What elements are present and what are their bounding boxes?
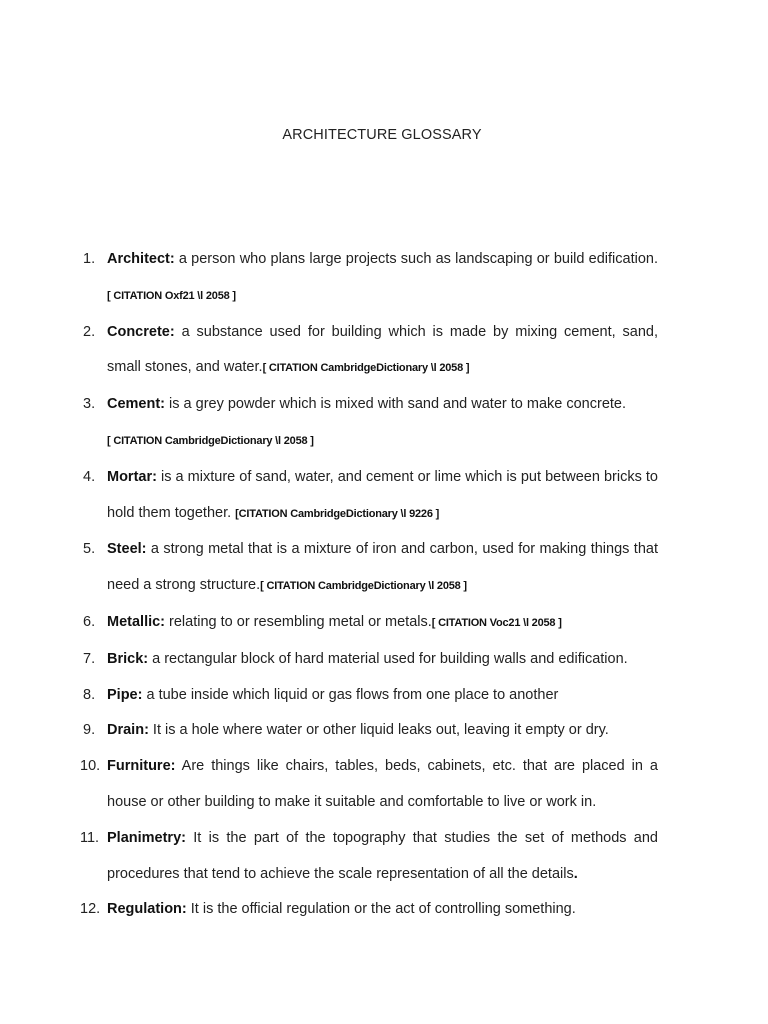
page-title: ARCHITECTURE GLOSSARY [282, 127, 482, 143]
entry-term: Mortar: [107, 468, 157, 485]
entry-number: 1. [83, 251, 96, 267]
glossary-entry-cement [80, 387, 658, 460]
entry-citation: [ CITATION CambridgeDictionary \l 2058 ] [260, 580, 467, 593]
glossary-entry-pipe [80, 678, 658, 714]
entry-definition: is a mixture of sand, water, and cement or lime which is put between bricks to hold them together. [107, 468, 658, 521]
entry-definition: Are things like chairs, tables, beds, cabinets, etc. that are placed in a house or other building to make it suitable and comfortable to live or work in. [107, 758, 658, 810]
entry-term: Regulation: [107, 901, 187, 918]
entry-definition: It is a hole where water or other liquid leaks out, leaving it empty or dry. [148, 722, 609, 739]
glossary-entry-regulation [80, 892, 658, 928]
entry-definition: It is the part of the topography that studies the set of methods and procedures that tend to achieve the scale representation of all the details [107, 829, 658, 882]
entry-definition: a substance used for building which is made by mixing cement, sand, small stones, and water. [107, 323, 658, 376]
glossary-entry-architect [80, 242, 658, 315]
entry-number: 7. [83, 650, 96, 667]
entry-term: Pipe: [107, 686, 143, 703]
entry-term: Brick: [107, 650, 149, 667]
entry-citation: [ CITATION CambridgeDictionary \l 2058 ] [262, 362, 470, 375]
glossary-entry-drain [80, 713, 658, 749]
entry-number: 10. [80, 758, 101, 775]
glossary-entry-metallic [80, 605, 658, 642]
glossary-entry-planimetry [80, 821, 658, 893]
entry-citation: [CITATION CambridgeDictionary \l 9226 ] [235, 507, 440, 520]
glossary-entry-furniture [80, 749, 658, 821]
glossary-entry-mortar [80, 460, 658, 533]
entry-term: Furniture: [107, 758, 176, 775]
entry-term: Steel: [107, 541, 147, 558]
entry-definition: a person who plans large projects such as landscaping or build edification. [174, 251, 658, 267]
entry-definition: It is the official regulation or the act of controlling something. [186, 901, 576, 918]
glossary-entry-brick [80, 642, 658, 678]
entry-definition: a tube inside which liquid or gas flows from one place to another [142, 686, 559, 703]
entry-citation: [ CITATION Oxf21 \l 2058 ] [107, 289, 236, 302]
entry-number: 9. [83, 722, 96, 739]
entry-term: Concrete: [107, 323, 175, 340]
entry-term: Metallic: [107, 613, 166, 630]
entry-term: Drain: [107, 722, 149, 739]
entry-number: 6. [83, 613, 96, 630]
glossary-entry-concrete [80, 315, 658, 388]
entry-definition: a strong metal that is a mixture of iron and carbon, used for making things that need a strong structure. [107, 541, 658, 594]
entry-number: 3. [83, 396, 96, 413]
entry-term: Planimetry: [107, 829, 186, 846]
entry-number: 5. [83, 541, 96, 558]
entry-definition-end: . [573, 865, 578, 882]
glossary-entry-steel [80, 532, 658, 605]
entry-term: Architect: [107, 251, 175, 267]
entry-definition: a rectangular block of hard material used for building walls and edification. [148, 650, 628, 667]
glossary-list [80, 242, 658, 928]
entry-definition: is a grey powder which is mixed with sand and water to make concrete. [165, 396, 627, 413]
entry-number: 11. [80, 829, 100, 846]
entry-definition: relating to or resembling metal or metals. [165, 613, 432, 630]
entry-citation: [ CITATION Voc21 \l 2058 ] [431, 616, 562, 629]
entry-citation: [ CITATION CambridgeDictionary \l 2058 ] [107, 434, 314, 447]
entry-number: 8. [83, 686, 96, 703]
entry-number: 12. [80, 901, 101, 918]
entry-term: Cement: [107, 396, 166, 413]
entry-number: 2. [83, 323, 96, 340]
entry-number: 4. [83, 468, 96, 485]
